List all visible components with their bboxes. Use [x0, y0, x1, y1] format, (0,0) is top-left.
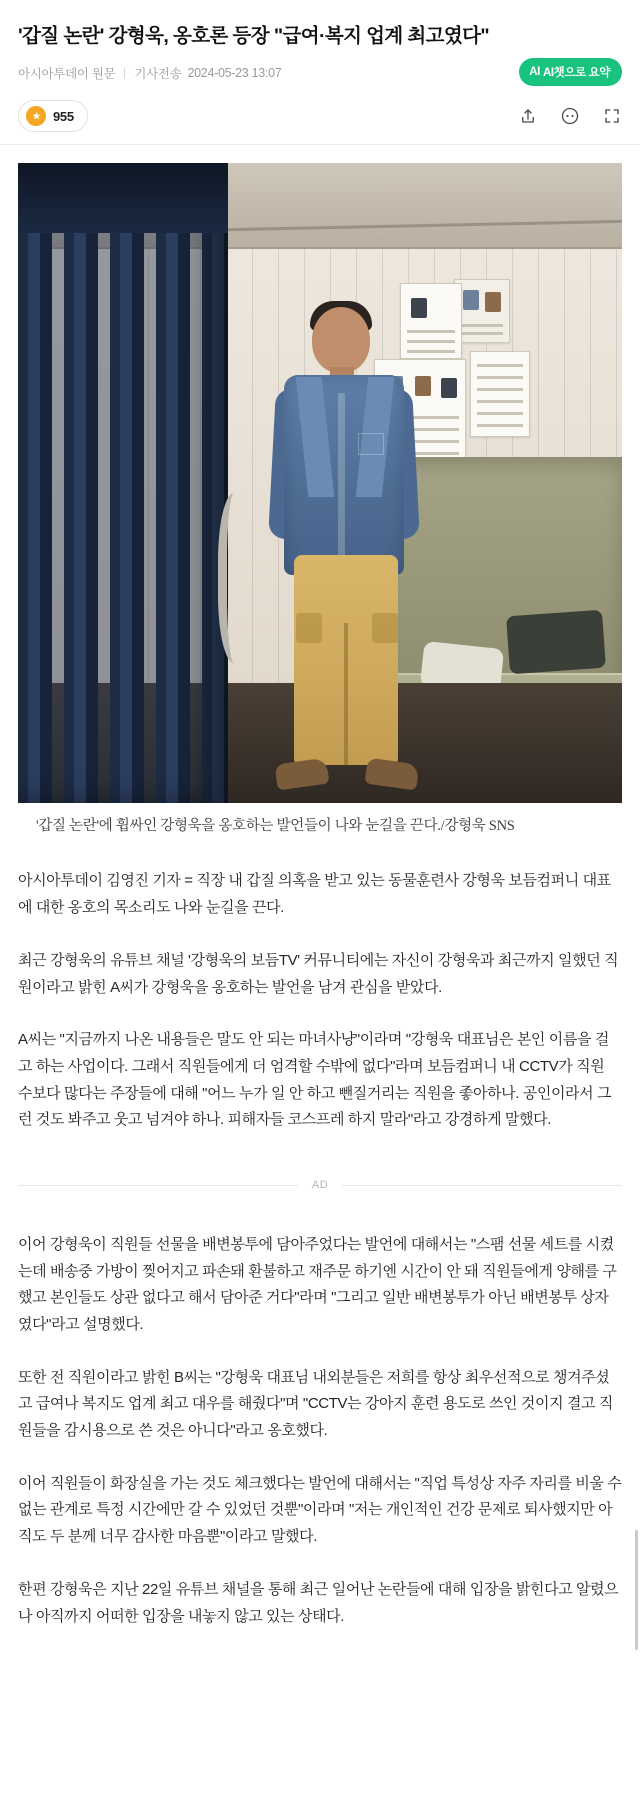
- action-bar: [0, 96, 640, 144]
- photo-caption: '갑질 논란'에 휩싸인 강형욱을 옹호하는 발언들이 나와 눈길을 끈다./강형욱 SNS: [36, 818, 515, 835]
- photo-curtain: [18, 163, 228, 803]
- paragraph: 또한 전 직원이라고 밝힌 B씨는 "강형욱 대표님 내외분들은 저희를 항상 최우선적으로 챙겨주셨고 급여나 복지도 업계 최고 대우를 해줬다"며 "CCTV는 강아지 훈련 용도로 쓰인 것이지 결고 직원들을 감시용으로 쓴 것은 아니다"라고 옹호했다.: [18, 1368, 613, 1440]
- article-body-top: [0, 868, 640, 1134]
- share-icon[interactable]: [518, 106, 538, 126]
- photo-poster: [470, 351, 530, 437]
- photo-person: [250, 293, 440, 803]
- photo-poster: [454, 279, 510, 343]
- expand-icon[interactable]: [602, 106, 622, 126]
- article-body-bottom: [0, 1232, 640, 1630]
- ad-slot[interactable]: [18, 1168, 622, 1202]
- paragraph: 최근 강형욱의 유튜브 채널 '강형욱의 보듬TV' 커뮤니티에는 자신이 강형욱과 최근까지 일했던 직원이라고 밝힌 A씨가 강형욱을 옹호하는 발언을 남겨 관심을 받았다.: [18, 951, 619, 996]
- recommend-button[interactable]: [18, 100, 88, 132]
- paragraph: 이어 직원들이 화장실을 가는 것도 체크했다는 발언에 대해서는 "직업 특성상 자주 자리를 비울 수 없는 관계로 특정 시간에만 갈 수 있었던 것뿐"이라며 "저는 개인적인 건강 문제로 퇴사했지만 아직도 두 분께 너무 감사한 마음뿐"이라고 말했다.: [18, 1474, 622, 1546]
- more-options-icon[interactable]: [560, 106, 580, 126]
- paragraph: 이어 강형욱이 직원들 선물을 배변봉투에 담아주었다는 발언에 대해서는 "스팸 선물 세트를 시켰는데 배송중 가방이 찢어지고 파손돼 환불하고 재주문 하기엔 시간이 안 돼 직원들에게 양해를 구했고 본인들도 상관 없다고 해서 담아준 거다"라며 "그리고 일반 배변봉투가 아닌 배변봉투 상자였다"라고 설명했다.: [18, 1235, 617, 1334]
- page-title: '갑질 논란' 강형욱, 옹호론 등장 "급여·복지 업계 최고였다": [18, 25, 490, 47]
- ai-summary-button[interactable]: [519, 58, 622, 86]
- byline-divider: [124, 68, 125, 79]
- ad-label: AD: [298, 1168, 342, 1202]
- sent-date: 2024-05-23 13:07: [187, 66, 282, 81]
- paragraph: A씨는 "지금까지 나온 내용들은 말도 안 되는 마녀사냥"이라며 "강형욱 대표님은 본인 이름을 걸고 하는 사업이다. 그래서 직원들에게 더 엄격할 수밖에 없다"라며 보듬컴퍼니 내 CCTV가 직원 수보다 많다는 주장들에 대해 "어느 누가 일 안 하고 뺀질거리는 직원을 좋아하나. 공인이라서 그런 것도 봐주고 웃고 넘겨야 하나. 피해자들 코스프레 하지 말라"라고 강경하게 말했다.: [18, 1031, 612, 1129]
- paragraph: 아시아투데이 김영진 기자 = 직장 내 갑질 의혹을 받고 있는 동물훈련사 강형욱 보듬컴퍼니 대표에 대한 옹호의 목소리도 나와 눈길을 끈다.: [18, 872, 611, 917]
- article-figure: [0, 145, 640, 838]
- article-tools: [518, 106, 622, 126]
- recommend-count: 955: [53, 108, 74, 124]
- photo-cushion: [506, 610, 606, 675]
- paragraph: 한편 강형욱은 지난 22일 유튜브 채널을 통해 최근 일어난 논란들에 대해 입장을 밝힌다고 알렸으나 아직까지 어떠한 입장을 내놓지 않고 있는 상태다.: [18, 1580, 619, 1625]
- ai-badge-label: AI: [529, 66, 540, 78]
- thumbs-up-icon: [26, 106, 46, 126]
- sent-label: 기사전송: [134, 67, 182, 82]
- photo-curtain-top: [18, 163, 228, 233]
- scrollbar[interactable]: [635, 1530, 638, 1650]
- source-link[interactable]: 아시아투데이 원문: [18, 67, 116, 82]
- article-photo: [18, 163, 622, 803]
- ai-summary-label: AI챗으로 요약: [542, 67, 610, 79]
